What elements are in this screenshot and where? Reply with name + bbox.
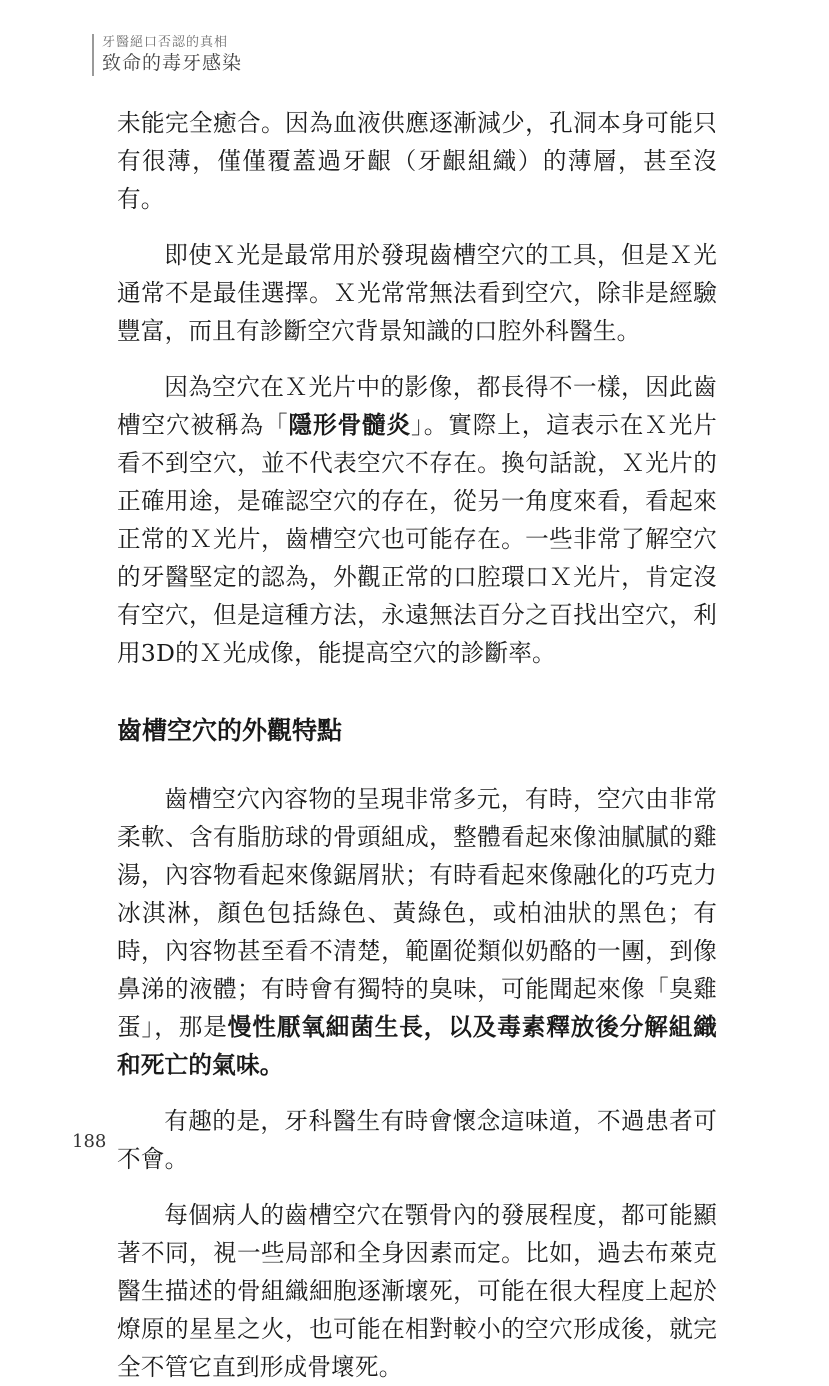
paragraph [117, 1196, 717, 1386]
paragraph-text: 即使Ｘ光是最常用於發現齒槽空穴的工具，但是Ｘ光通常不是最佳選擇。Ｘ光常常無法看到空穴，除非是經驗豐富，而且有診斷空穴背景知識的口腔外科醫生。 [117, 241, 717, 345]
paragraph [117, 104, 717, 218]
running-head [92, 34, 242, 76]
paragraph-text: 每個病人的齒槽空穴在顎骨內的發展程度，都可能顯著不同，視一些局部和全身因素而定。比如，過去布萊克醫生描述的骨組織細胞逐漸壞死，可能在很大程度上起於燎原的星星之火，也可能在相對較小的空穴形成後，就完全不管它直到形成骨壞死。 [117, 1201, 717, 1381]
paragraph-text: 齒槽空穴內容物的呈現非常多元，有時，空穴由非常柔軟、含有脂肪球的骨頭組成，整體看起來像油膩膩的雞湯，內容物看起來像鋸屑狀；有時看起來像融化的巧克力冰淇淋，顏色包括綠色、黃綠色，或柏油狀的黑色；有時，內容物甚至看不清楚，範圍從類似奶酪的一團，到像鼻涕的液體；有時會有獨特的臭味，可能聞起來像「臭雞蛋」，那是 [117, 785, 717, 1041]
running-head-book-title: 牙醫絕口否認的真相 [102, 35, 229, 50]
body-text [117, 104, 717, 1386]
emphasis-text: 慢性厭氧細菌生長，以及毒素釋放後分解組織和死亡的氣味。 [117, 1013, 717, 1079]
paragraph-text: 未能完全癒合。因為血液供應逐漸減少，孔洞本身可能只有很薄，僅僅覆蓋過牙齦（牙齦組織）的薄層，甚至沒有。 [117, 109, 717, 213]
paragraph-text: 有趣的是，牙科醫生有時會懷念這味道，不過患者可不會。 [117, 1107, 717, 1173]
running-head-chapter-title: 致命的毒牙感染 [102, 52, 243, 74]
paragraph [117, 1102, 717, 1178]
section-heading: 齒槽空穴的外觀特點 [117, 716, 343, 745]
paragraph [117, 780, 717, 1084]
paragraph-text: 」。實際上，這表示在Ｘ光片看不到空穴，並不代表空穴不存在。換句話說，Ｘ光片的正確用途，是確認空穴的存在，從另一角度來看，看起來正常的Ｘ光片，齒槽空穴也可能存在。一些非常了解空穴的牙醫堅定的認為，外觀正常的口腔環口Ｘ光片，肯定沒有空穴，但是這種方法，永遠無法百分之百找出空穴，利用3D的Ｘ光成像，能提高空穴的診斷率。 [117, 411, 717, 667]
paragraph [117, 368, 717, 672]
paragraph-text: 因為空穴在Ｘ光片中的影像，都長得不一樣，因此齒槽空穴被稱為「 [117, 373, 717, 439]
page-number: 188 [72, 1131, 107, 1152]
paragraph [117, 236, 717, 350]
emphasis-term: 隱形骨髓炎 [288, 411, 411, 439]
